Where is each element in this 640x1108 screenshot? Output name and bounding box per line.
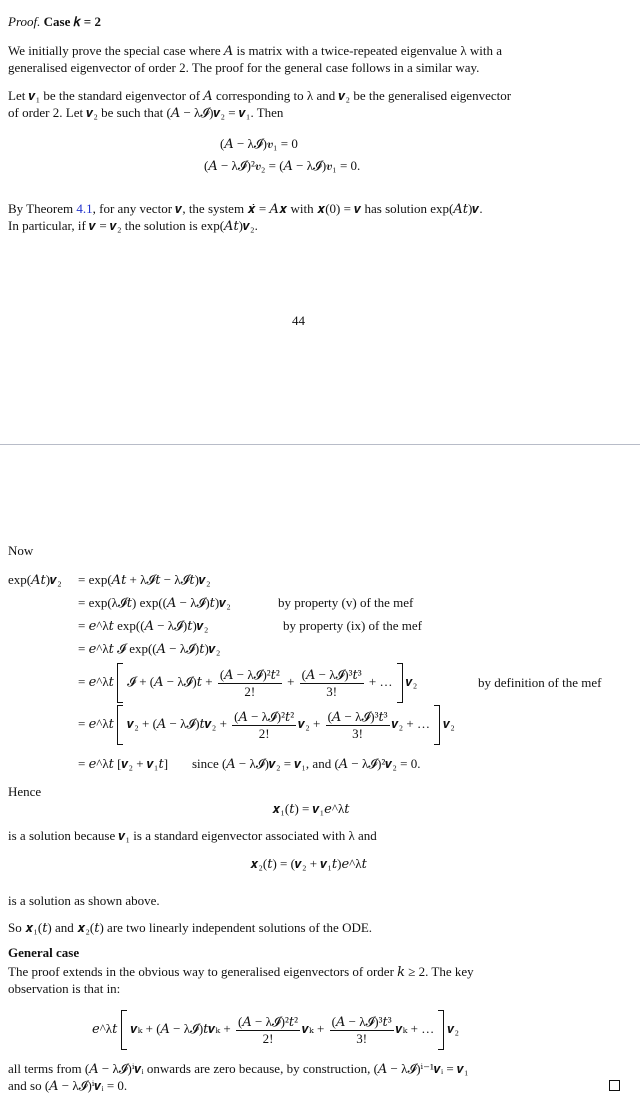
exp-factor: 𝑒^λ𝑡 (92, 1020, 118, 1036)
paragraph-line: is a solution because 𝒗₁ is a standard eigenvector associated with λ and (8, 828, 377, 843)
numerator: (𝐴 − λ𝓘)³𝑡³ (327, 708, 388, 724)
qed-square-icon (609, 1080, 620, 1091)
denominator: 3! (326, 683, 338, 699)
fraction (218, 667, 282, 700)
numerator: (𝐴 − λ𝓘)²𝑡² (234, 708, 295, 724)
equation: (𝐴 − λ𝓘)𝒗₁ = 0 (220, 136, 298, 151)
fraction (326, 709, 390, 742)
denominator: 2! (258, 725, 270, 741)
exp-factor: = 𝑒^λ𝑡 (78, 715, 114, 731)
term: 𝒗₂ (443, 715, 455, 731)
term: 𝓘 + (𝐴 − λ𝓘)𝑡 + (127, 673, 213, 689)
denominator: 2! (262, 1030, 274, 1046)
derivation-note: by property (v) of the mef (278, 595, 414, 610)
derivation-note: by definition of the mef (478, 675, 602, 690)
right-bracket (397, 663, 403, 703)
term: 𝒗₂ + (298, 715, 321, 731)
term: + … (368, 673, 393, 689)
denominator: 3! (356, 1030, 368, 1046)
exp-factor: = 𝑒^λ𝑡 (78, 673, 114, 689)
fraction (330, 1014, 394, 1047)
paragraph-line (8, 200, 483, 217)
derivation-note: by property (ix) of the mef (283, 618, 422, 633)
proof-heading (8, 13, 101, 30)
paragraph-line: The proof extends in the obvious way to generalised eigenvectors of order 𝑘 ≥ 2. The key (8, 964, 474, 979)
numerator: (𝐴 − λ𝓘)³𝑡³ (301, 666, 362, 682)
term: 𝒗ₖ + (302, 1020, 325, 1036)
derivation-series-line (78, 705, 455, 745)
text: By Theorem (8, 201, 77, 216)
page-separator (0, 444, 640, 445)
now-label: Now (8, 543, 34, 558)
right-bracket (434, 705, 440, 745)
derivation-line: = 𝑒^λ𝑡 𝓘 exp((𝐴 − λ𝓘)𝑡)𝒗₂ (78, 641, 221, 656)
fraction (232, 709, 296, 742)
term: 𝒗₂ (447, 1020, 460, 1036)
equation: 𝒙₂(𝑡) = (𝒗₂ + 𝒗₁𝑡)𝑒^λ𝑡 (250, 856, 367, 871)
derivation-line: = exp(𝐴𝑡 + λ𝓘𝑡 − λ𝓘𝑡)𝒗₂ (78, 572, 211, 587)
term: 𝒗ₖ + (𝐴 − λ𝓘)𝑡𝒗ₖ + (130, 1020, 231, 1036)
numerator: (𝐴 − λ𝓘)²𝑡² (219, 666, 280, 682)
paragraph-line: and so (𝐴 − λ𝓘)ⁱ𝒗ᵢ = 0. (8, 1078, 128, 1093)
derivation-line: = 𝑒^λ𝑡 [𝒗₂ + 𝒗₁𝑡] (78, 756, 169, 771)
equation: (𝐴 − λ𝓘)²𝒗₂ = (𝐴 − λ𝓘)𝒗₁ = 0. (204, 158, 361, 173)
denominator: 3! (352, 725, 364, 741)
derivation-line: = exp(λ𝓘𝑡) exp((𝐴 − λ𝓘)𝑡)𝒗₂ (78, 595, 231, 610)
term: 𝒗ₖ + … (395, 1020, 435, 1036)
paragraph-line: Let 𝒗₁ be the standard eigenvector of 𝐴 corresponding to λ and 𝒗₂ be the generalised eigenvector (8, 88, 512, 103)
paragraph-line: of order 2. Let 𝒗₂ be such that (𝐴 − λ𝓘)𝒗₂ = 𝒗₁. Then (8, 105, 284, 120)
left-bracket (117, 663, 123, 703)
paragraph-line: is a solution as shown above. (8, 893, 160, 908)
left-bracket (121, 1010, 127, 1050)
numerator: (𝐴 − λ𝓘)²𝑡² (238, 1013, 299, 1029)
fraction (300, 667, 364, 700)
derivation-line: = 𝑒^λ𝑡 exp((𝐴 − λ𝓘)𝑡)𝒗₂ (78, 618, 209, 633)
term: 𝒗₂ + … (391, 715, 431, 731)
proof-label: Proof. (8, 14, 41, 29)
general-series-equation (92, 1010, 459, 1050)
plus: + (287, 673, 295, 689)
derivation-series-line (78, 663, 417, 703)
text: , for any vector 𝒗, the system 𝒙̇ = 𝐴𝒙 with 𝒙(0) = 𝒗 has solution exp(𝐴𝑡)𝒗. (92, 201, 483, 216)
fraction (236, 1014, 300, 1047)
right-bracket (438, 1010, 444, 1050)
paragraph-line: We initially prove the special case where 𝐴 is matrix with a twice-repeated eigenvalue λ with a (8, 43, 503, 58)
page-number: 44 (292, 313, 305, 328)
denominator: 2! (244, 683, 256, 699)
term: 𝒗₂ (405, 673, 418, 689)
left-bracket (117, 705, 123, 745)
case-title: Case 𝑘 = 2 (43, 14, 101, 29)
paragraph-line: observation is that in: (8, 981, 121, 996)
paragraph-line: all terms from (𝐴 − λ𝓘)ⁱ𝒗ᵢ onwards are zero because, by construction, (𝐴 − λ𝓘)ⁱ⁻¹𝒗ᵢ = 𝒗₁ (8, 1061, 469, 1076)
theorem-link[interactable]: 4.1 (76, 201, 93, 216)
paragraph-line: In particular, if 𝒗 = 𝒗₂ the solution is exp(𝐴𝑡)𝒗₂. (8, 218, 258, 233)
derivation-lhs: exp(𝐴𝑡)𝒗₂ (8, 572, 62, 587)
hence-label: Hence (8, 784, 42, 799)
equation: 𝒙₁(𝑡) = 𝒗₁𝑒^λ𝑡 (272, 801, 350, 816)
numerator: (𝐴 − λ𝓘)³𝑡³ (331, 1013, 392, 1029)
term: 𝒗₂ + (𝐴 − λ𝓘)𝑡𝒗₂ + (127, 715, 227, 731)
derivation-note: since (𝐴 − λ𝓘)𝒗₂ = 𝒗₁, and (𝐴 − λ𝓘)²𝒗₂ = 0. (192, 756, 421, 771)
general-case-heading: General case (8, 945, 80, 960)
paragraph-line: generalised eigenvector of order 2. The proof for the general case follows in a similar way. (8, 60, 480, 75)
paragraph-line: So 𝒙₁(𝑡) and 𝒙₂(𝑡) are two linearly independent solutions of the ODE. (8, 920, 373, 935)
